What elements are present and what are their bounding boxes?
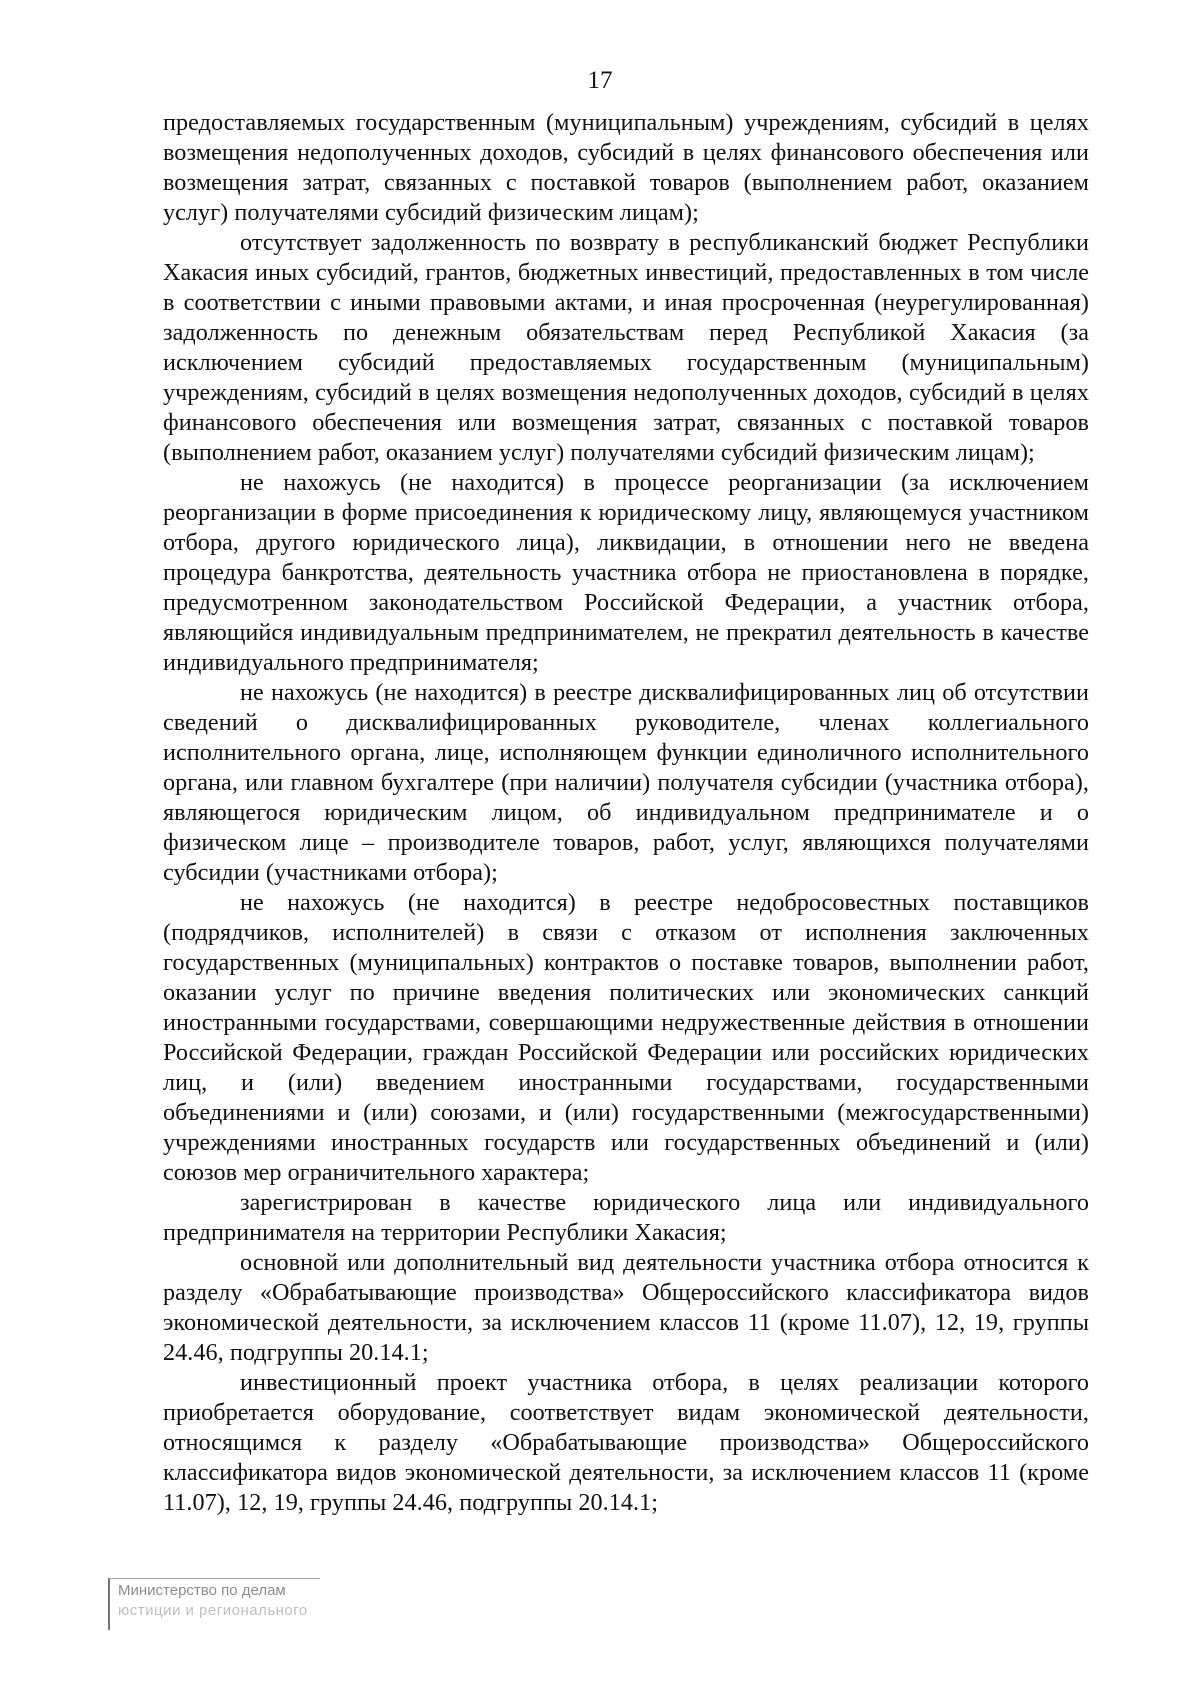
paragraph-disqualified-registry: не нахожусь (не находится) в реестре дисквалифицированных лиц об отсутствии сведений о дисквалифицированных руководителе, членах коллегиального исполнительного органа, лице, исполняющем функции единоличного исполнительного органа, или главном бухгалтере (при наличии) получателя субсидии (участника отбора), являющегося юридическим лицом, об индивидуальном предпринимателе и о физическом лице – производителе товаров, работ, услуг, являющихся получателями субсидии (участниками отбора); xyxy=(163,679,1089,886)
paragraph-registered-khakassia: зарегистрирован в качестве юридического лица или индивидуального предпринимателя на территории Республики Хакасия; xyxy=(163,1189,1089,1246)
ministry-stamp xyxy=(108,1578,320,1630)
paragraph-continuation: предоставляемых государственным (муниципальным) учреждениям, субсидий в целях возмещения недополученных доходов, субсидий в целях финансового обеспечения или возмещения затрат, связанных с поставкой товаров (выполнением работ, оказанием услуг) получателями субсидий физическим лицам); xyxy=(163,109,1089,226)
paragraph-no-debt: отсутствует задолженность по возврату в республиканский бюджет Республики Хакасия иных субсидий, грантов, бюджетных инвестиций, предоставленных в том числе в соответствии с иными правовыми актами, и иная просроченная (неурегулированная) задолженность по денежным обязательствам перед Республикой Хакасия (за исключением субсидий предоставляемых государственным (муниципальным) учреждениям, субсидий в целях возмещения недополученных доходов, субсидий в целях финансового обеспечения или возмещения затрат, связанных с поставкой товаров (выполнением работ, оказанием услуг) получателями субсидий физическим лицам); xyxy=(163,229,1089,466)
paragraph-no-reorganization: не нахожусь (не находится) в процессе реорганизации (за исключением реорганизации в форме присоединения к юридическому лицу, являющемуся участником отбора, другого юридического лица), ликвидации, в отношении него не введена процедура банкротства, деятельность участника отбора не приостановлена в порядке, предусмотренном законодательством Российской Федерации, а участник отбора, являющийся индивидуальным предпринимателем, не прекратил деятельность в качестве индивидуального предпринимателя; xyxy=(163,469,1089,676)
paragraph-activity-type: основной или дополнительный вид деятельности участника отбора относится к разделу «Обрабатывающие производства» Общероссийского классификатора видов экономической деятельности, за исключением классов 11 (кроме 11.07), 12, 19, группы 24.46, подгруппы 20.14.1; xyxy=(163,1249,1089,1366)
paragraph-investment-project: инвестиционный проект участника отбора, в целях реализации которого приобретается оборудование, соответствует видам экономической деятельности, относящимся к разделу «Обрабатывающие производства» Общероссийского классификатора видов экономической деятельности, за исключением классов 11 (кроме 11.07), 12, 19, группы 24.46, подгруппы 20.14.1; xyxy=(163,1369,1089,1516)
paragraph-unfair-suppliers-registry: не нахожусь (не находится) в реестре недобросовестных поставщиков (подрядчиков, исполнителей) в связи с отказом от исполнения заключенных государственных (муниципальных) контрактов о поставке товаров, выполнении работ, оказании услуг по причине введения политических или экономических санкций иностранными государствами, совершающими недружественные действия в отношении Российской Федерации, граждан Российской Федерации или российских юридических лиц, и (или) введением иностранными государствами, государственными объединениями и (или) союзами, и (или) государственными (межгосударственными) учреждениями иностранных государств или государственных объединений и (или) союзов мер ограничительного характера; xyxy=(163,889,1089,1186)
stamp-line-2: юстиции и регионального xyxy=(118,1602,308,1619)
document-body xyxy=(163,108,1089,1518)
page-number: 17 xyxy=(587,67,613,94)
stamp-line-1: Министерство по делам xyxy=(118,1582,286,1599)
